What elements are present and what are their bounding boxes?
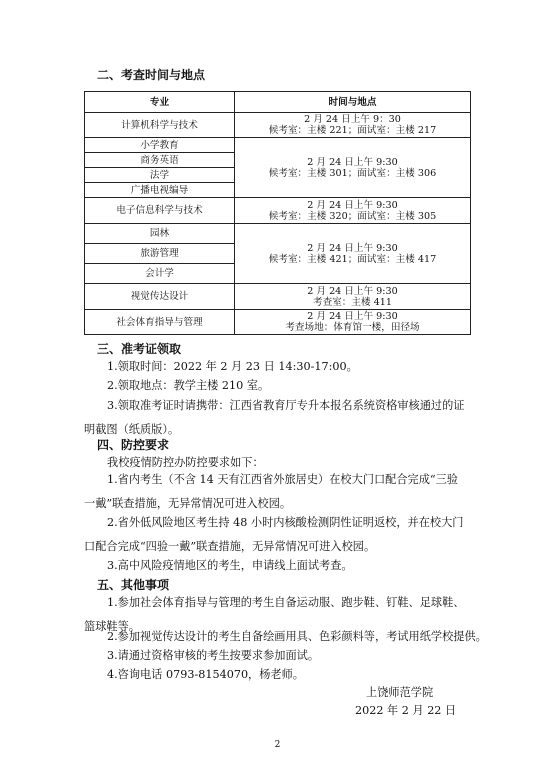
table-row xyxy=(85,113,471,138)
signature-date: 2022 年 2 月 22 日 xyxy=(355,704,457,717)
major-cell: 计算机科学与技术 xyxy=(85,113,235,138)
major-cell: 广播电视编导 xyxy=(85,183,235,198)
major-cell: 小学教育 xyxy=(85,138,235,153)
time-place-cell xyxy=(235,113,471,138)
major-cell: 法学 xyxy=(85,168,235,183)
time-place-cell xyxy=(235,138,471,198)
table-row xyxy=(85,198,471,224)
section-3-item-3: 3.领取准考证时请携带：江西省教育厅专升本报名系统资格审核通过的证明截图（纸质版）。 xyxy=(84,399,465,436)
time-text: 2 月 24 日上午 9:30 xyxy=(307,285,398,297)
time-text: 2 月 24 日上午 9:30 xyxy=(307,156,398,168)
major-cell: 社会体育指导与管理 xyxy=(85,310,235,335)
place-text: 候考室：主楼 421；面试室：主楼 417 xyxy=(268,253,437,265)
time-text: 2 月 24 日上午 9:30 xyxy=(307,311,398,322)
section-3-title: 三、准考证领取 xyxy=(97,342,182,356)
place-text: 候考室：主楼 320；面试室：主楼 305 xyxy=(268,210,437,222)
table-header-row xyxy=(85,92,471,113)
major-cell: 会计学 xyxy=(85,264,235,284)
section-2-title: 二、考查时间与地点 xyxy=(97,68,206,82)
signature-org: 上饶师范学院 xyxy=(366,686,434,699)
header-time-place: 时间与地点 xyxy=(235,92,471,113)
place-text: 考查场地：体育馆一楼，田径场 xyxy=(285,322,420,333)
time-place-cell xyxy=(235,224,471,284)
time-place-cell xyxy=(235,284,471,310)
major-cell: 电子信息科学与技术 xyxy=(85,198,235,224)
section-3-item-1: 1.领取时间：2022 年 2 月 23 日 14:30-17:00。 xyxy=(107,360,358,373)
place-text: 候考室：主楼 221；面试室：主楼 217 xyxy=(268,125,437,136)
major-cell: 视觉传达设计 xyxy=(85,284,235,310)
time-place-cell xyxy=(235,198,471,224)
section-4-intro: 我校疫情防控办防控要求如下： xyxy=(107,456,264,469)
table-row xyxy=(85,284,471,310)
table-row xyxy=(85,310,471,335)
section-5-item-1: 1.参加社会体育指导与管理的考生自备运动服、跑步鞋、钉鞋、足球鞋、篮球鞋等。 xyxy=(84,596,465,633)
section-4-item-1: 1.省内考生（不含 14 天有江西省外旅居史）在校大门口配合完成“三验一戴”联查措施，无异常情况可进入校园。 xyxy=(84,473,458,510)
section-4-title: 四、防控要求 xyxy=(97,438,170,452)
major-cell: 园林 xyxy=(85,224,235,244)
section-5-title: 五、其他事项 xyxy=(97,578,170,592)
section-3-item-2: 2.领取地点：教学主楼 210 室。 xyxy=(107,379,270,392)
table-row xyxy=(85,224,471,244)
section-4-item-2: 2.省外低风险地区考生持 48 小时内核酸检测阴性证明返校，并在校大门口配合完成“四验一戴”联查措施，无异常情况可进入校园。 xyxy=(84,516,464,553)
time-text: 2 月 24 日上午 9：30 xyxy=(304,114,401,125)
page-number: 2 xyxy=(274,740,281,750)
header-major: 专业 xyxy=(85,92,235,113)
time-place-cell xyxy=(235,310,471,335)
table-row xyxy=(85,138,471,153)
schedule-table xyxy=(84,91,471,335)
major-cell: 商务英语 xyxy=(85,153,235,168)
section-5-item-4: 4.咨询电话 0793-8154070，杨老师。 xyxy=(107,668,304,681)
place-text: 候考室：主楼 301；面试室：主楼 306 xyxy=(268,167,437,179)
time-text: 2 月 24 日上午 9:30 xyxy=(307,242,398,254)
major-cell: 旅游管理 xyxy=(85,244,235,264)
place-text: 考查室：主楼 411 xyxy=(313,296,392,308)
section-5-item-2: 2.参加视觉传达设计的考生自备绘画用具、色彩颜料等，考试用纸学校提供。 xyxy=(107,630,487,643)
section-5-item-3: 3.请通过资格审核的考生按要求参加面试。 xyxy=(107,649,320,662)
time-text: 2 月 24 日上午 9:30 xyxy=(307,199,398,211)
section-4-item-3: 3.高中风险疫情地区的考生，申请线上面试考查。 xyxy=(107,559,353,572)
